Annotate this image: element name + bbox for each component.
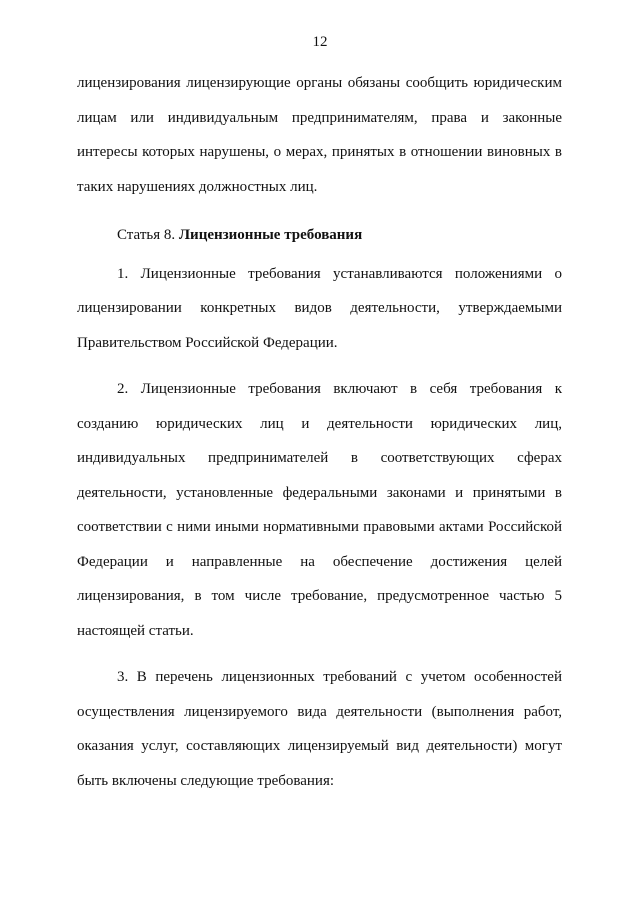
article-heading bbox=[77, 218, 562, 253]
document-body bbox=[77, 66, 562, 798]
article-number: Статья 8. bbox=[117, 227, 176, 243]
paragraph-1: 1. Лицензионные требования устанавливаются положениями о лицензировании конкретных видов деятельности, утверждаемыми Правительством Российской Федерации. bbox=[77, 265, 562, 351]
article-title: Лицензионные требования bbox=[178, 227, 363, 243]
paragraph-3: 3. В перечень лицензионных требований с учетом особенностей осуществления лицензируемого вида деятельности (выполнения работ, оказания услуг, составляющих лицензируемый вид деятельности) могут быть включены следующие требования: bbox=[77, 669, 562, 789]
paragraph-continuation: лицензирования лицензирующие органы обязаны сообщить юридическим лицам или индивидуальным предпринимателям, права и законные интересы которых нарушены, о мерах, принятых в отношении виновных в таких нарушениях должностных лиц. bbox=[77, 75, 562, 195]
page-number: 12 bbox=[312, 34, 328, 50]
paragraph-2: 2. Лицензионные требования включают в себя требования к созданию юридических лиц и деятельности юридических лиц, индивидуальных предпринимателей в соответствующих сферах деятельности, установленные федеральными законами и принятыми в соответствии с ними иными нормативными правовыми актами Российской Федерации и направленные на обеспечение достижения целей лицензирования, в том числе требование, предусмотренное частью 5 настоящей статьи. bbox=[77, 381, 562, 639]
